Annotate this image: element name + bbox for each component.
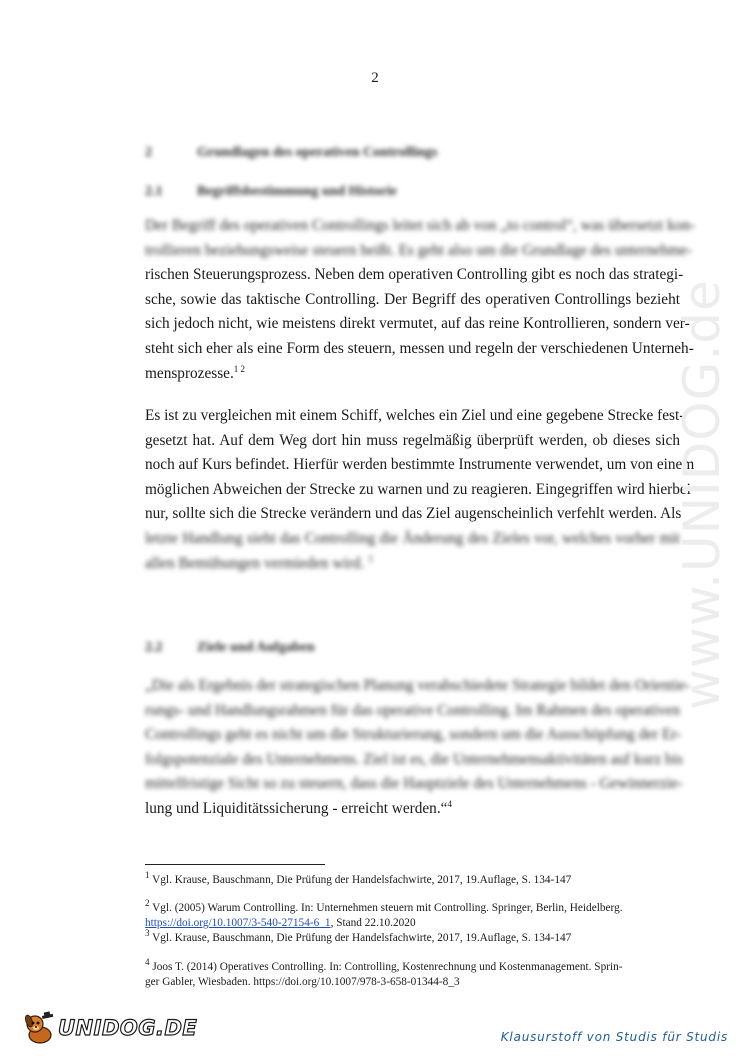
text-line: steht sich eher als eine Form des steuern, messen und regeln der verschiedenen Unterneh- [145, 339, 694, 357]
footnote-text: Vgl. Krause, Bauschmann, Die Prüfung der Handelsfachwirte, 2017, 19.Auflage, S. 134-147 [152, 932, 572, 944]
footnote-text: Vgl. Krause, Bauschmann, Die Prüfung der Handelsfachwirte, 2017, 19.Auflage, S. 134-147 [152, 874, 572, 886]
text-line [145, 362, 680, 387]
blurred-line: mittelfristige Sicht so zu steuern, dass die Hauptziele des Unternehmens - Gewinnerzie- [145, 775, 683, 793]
text-line: rischen Steuerungsprozess. Neben dem operativen Controlling gibt es noch das strategi- [145, 266, 684, 284]
text-line: gesetzt hat. Auf dem Weg dort hin muss regelmäßig überprüft werden, ob dieses sich [145, 431, 680, 449]
text-line-end: mensprozesse. [145, 364, 234, 382]
section-heading-2-1 [145, 184, 397, 200]
blurred-line-end: allen Bemühungen vermieden wird. [145, 554, 365, 572]
section-number: 2.2 [145, 640, 163, 655]
footnote-divider [145, 864, 325, 865]
text-line: nur, sollte sich die Strecke verändern und das Ziel augenscheinlich verfehlt werden. Als [145, 505, 682, 523]
footnote-3 [145, 928, 680, 946]
footnote-2 [145, 898, 680, 931]
footnote-text: Vgl. (2005) Warum Controlling. In: Unternehmen steuern mit Controlling. Springer, Berlin, Heidelberg. [152, 902, 623, 914]
blurred-line: Controllings geht es nicht um die Strukturierung, sondern um die Ausschöpfung der Er- [145, 726, 682, 744]
text-line: möglichen Abweichen der Strecke zu warnen und zu reagieren. Eingegriffen wird hierbei [145, 480, 691, 498]
text-line: Es ist zu vergleichen mit einem Schiff, welches ein Ziel und eine gegebene Strecke fest- [145, 407, 685, 424]
section-heading-2-2 [145, 640, 314, 656]
logo-text: UNIDOG.DE [58, 1016, 198, 1040]
section-title: Ziele und Aufgaben [197, 640, 315, 655]
text-line-end: lung und Liquiditätssicherung - erreicht werden.“ [145, 799, 448, 817]
page-number: 2 [371, 70, 379, 86]
blurred-line: Der Begriff des operativen Controllings leitet sich ab von „to control“, was übersetzt kon- [145, 217, 696, 234]
footnote-number: 3 [145, 928, 150, 939]
footnote-number: 2 [145, 898, 150, 909]
watermark: www.UNIDOG.de [673, 279, 731, 710]
footnote-mark: 3 [368, 553, 373, 564]
chapter-heading [145, 145, 438, 161]
footnote-text: Joos T. (2014) Operatives Controlling. In: Controlling, Kostenrechnung und Kostenmanagement. Sprin- [152, 961, 623, 973]
chapter-number: 2 [145, 145, 152, 160]
footnote-text: ger Gabler, Wiesbaden. https://doi.org/10.1007/978-3-658-01344-8_3 [145, 976, 460, 988]
chapter-title: Grundlagen des operativen Controllings [197, 145, 438, 160]
tagline: Klausurstoff von Studis für Studis [500, 1030, 728, 1044]
blurred-line: trollieren beziehungsweise steuern heißt. Es geht also um die Grundlage des unternehme- [145, 241, 693, 259]
section-title: Begriffsbestimmung und Historie [197, 184, 397, 199]
footnote-4 [145, 957, 680, 990]
paragraph-goals-quote [145, 674, 691, 822]
text-line [145, 797, 680, 822]
footnote-number: 1 [145, 870, 150, 881]
section-number: 2.1 [145, 184, 163, 199]
footnote-1 [145, 870, 680, 888]
doi-link[interactable]: https://doi.org/10.1007/3-540-27154-6_1 [145, 917, 331, 929]
text-line: noch auf Kurs befindet. Hierfür werden bestimmte Instrumente verwendet, um von einem [145, 456, 695, 474]
text-line: sich jedoch nicht, wie meistens direkt vermutet, auf das reine Kontrollieren, sondern ver- [145, 315, 690, 333]
footnote-number: 4 [145, 957, 150, 968]
blurred-line: letzte Handlung sieht das Controlling die Änderung des Zieles vor, welches vorher mit [145, 529, 680, 547]
footnote-mark: 4 [447, 798, 452, 809]
blurred-line: folgspotenziale des Unternehmens. Ziel ist es, die Unternehmensaktivitäten auf kurz bis [145, 750, 683, 768]
blurred-line [145, 552, 680, 577]
dog-mascot-icon [22, 1011, 56, 1045]
blurred-line: „Die als Ergebnis der strategischen Planung verabschiedete Strategie bildet den Orientie- [145, 677, 691, 694]
paragraph-ship-analogy [145, 404, 695, 576]
footnote-marks: 1 2 [233, 363, 246, 374]
unidog-logo[interactable] [22, 1010, 197, 1046]
paragraph-definition [145, 214, 696, 386]
footnote-text-access-date: , Stand 22.10.2020 [330, 917, 416, 929]
blurred-line: rungs- und Handlungsrahmen für das operative Controlling. Im Rahmen des operativen [145, 701, 680, 719]
text-line: sche, sowie das taktische Controlling. Der Begriff des operativen Controllings bezieht [145, 290, 680, 308]
